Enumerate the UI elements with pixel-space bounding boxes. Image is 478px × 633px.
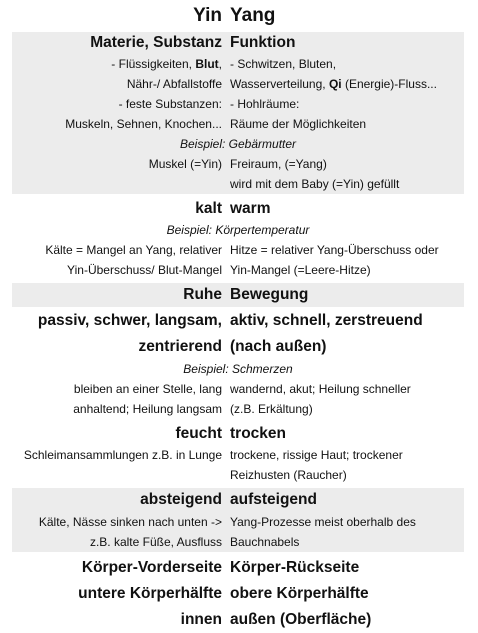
materie-r1-left-c: ,	[218, 57, 222, 71]
body-pair-right: obere Körperhälfte	[230, 585, 369, 602]
body-pair-left: innen	[180, 611, 222, 628]
kalt-row-1	[12, 240, 464, 260]
materie-row-1	[12, 54, 464, 74]
materie-r1-right: - Schwitzen, Bluten,	[230, 57, 337, 71]
feucht-row-1	[12, 445, 464, 465]
materie-r1-left	[12, 54, 230, 74]
materie-r2-right-qi: Qi	[328, 77, 342, 91]
absteigend-row-1	[12, 512, 464, 532]
title-yin: Yin	[193, 5, 222, 26]
ruhe-example: Beispiel: Schmerzen	[183, 362, 293, 376]
materie-example-row	[12, 134, 464, 154]
ruhe-row-1	[12, 379, 464, 399]
feucht-head-left: feucht	[175, 425, 222, 442]
body-pair-right: Körper-Rückseite	[230, 559, 360, 576]
absteigend-r1-right: Yang-Prozesse meist oberhalb des	[230, 515, 416, 529]
kalt-row-2	[12, 260, 464, 280]
ruhe-r2-left: anhaltend; Heilung langsam	[73, 402, 222, 416]
ruhe-head-left: Ruhe	[183, 286, 222, 303]
ruhe-r1-left: bleiben an einer Stelle, lang	[73, 382, 222, 396]
materie-head-left: Materie, Substanz	[90, 34, 222, 51]
ruhe-h3-left: zentrierend	[138, 338, 222, 355]
kalt-r2-right: Yin-Mangel (=Leere-Hitze)	[230, 263, 371, 277]
materie-r1-left-a: - Flüssigkeiten,	[111, 57, 196, 71]
feucht-r1-left: Schleimansammlungen z.B. in Lunge	[23, 448, 222, 462]
materie-example-text: Gebärmutter	[228, 137, 297, 151]
materie-r2-right-a: Wasserverteilung,	[230, 77, 329, 91]
body-pair-row	[12, 581, 464, 607]
yin-yang-table	[12, 0, 464, 633]
kalt-head-row	[12, 198, 464, 220]
ruhe-head-right: Bewegung	[230, 286, 309, 303]
kalt-r1-right: Hitze = relativer Yang-Überschuss oder	[230, 243, 439, 257]
materie-head-right: Funktion	[230, 34, 296, 51]
ruhe-head-row	[12, 283, 464, 307]
body-pair-right: außen (Oberfläche)	[230, 611, 372, 628]
materie-r4-right: Räume der Möglichkeiten	[230, 117, 367, 131]
kalt-example-row	[12, 220, 464, 240]
feucht-r1-right: trockene, rissige Haut; trockener	[230, 448, 403, 462]
body-pair-left: untere Körperhälfte	[78, 585, 222, 602]
materie-r5-right: Freiraum, (=Yang)	[230, 157, 327, 171]
materie-row-2	[12, 74, 464, 94]
absteigend-head-right: aufsteigend	[230, 491, 317, 508]
feucht-row-2	[12, 465, 464, 485]
ruhe-r1-right: wandernd, akut; Heilung schneller	[230, 382, 411, 396]
kalt-example: Beispiel: Körpertemperatur	[166, 223, 310, 237]
ruhe-row-2	[12, 399, 464, 419]
ruhe-h2-right: aktiv, schnell, zerstreuend	[230, 312, 423, 329]
kalt-r1-left: Kälte = Mangel an Yang, relativer	[45, 243, 222, 257]
materie-r2-right-c: (Energie)-Fluss...	[341, 77, 437, 91]
materie-row-6	[12, 174, 464, 194]
absteigend-row-2	[12, 532, 464, 552]
body-pair-row	[12, 607, 464, 633]
materie-head-row	[12, 32, 464, 54]
materie-row-4	[12, 114, 464, 134]
feucht-head-row	[12, 422, 464, 445]
kalt-head-right: warm	[230, 200, 271, 217]
ruhe-head3-row	[12, 334, 464, 359]
body-pair-left: Körper-Vorderseite	[81, 559, 222, 576]
absteigend-r2-left: z.B. kalte Füße, Ausfluss	[89, 535, 222, 549]
materie-r6-right: wird mit dem Baby (=Yin) gefüllt	[230, 177, 400, 191]
materie-row-3	[12, 94, 464, 114]
kalt-r2-left: Yin-Überschuss/ Blut-Mangel	[67, 263, 222, 277]
title-row	[12, 0, 464, 32]
materie-r3-left: - feste Substanzen:	[118, 97, 222, 111]
absteigend-r2-right: Bauchnabels	[230, 535, 300, 549]
ruhe-h3-right: (nach außen)	[230, 338, 327, 355]
materie-r3-right: - Hohlräume:	[230, 97, 300, 111]
materie-example-prefix: Beispiel:	[179, 137, 229, 151]
title-yang: Yang	[230, 5, 276, 26]
materie-r1-left-blut: Blut	[195, 57, 219, 71]
materie-r4-left: Muskeln, Sehnen, Knochen...	[65, 117, 222, 131]
materie-example	[12, 134, 464, 154]
body-pair-row	[12, 555, 464, 581]
materie-row-5	[12, 154, 464, 174]
ruhe-head2-row	[12, 307, 464, 334]
kalt-head-left: kalt	[195, 200, 222, 217]
feucht-head-right: trocken	[230, 425, 286, 442]
absteigend-head-left: absteigend	[140, 491, 222, 508]
ruhe-example-row	[12, 359, 464, 379]
materie-r2-left: Nähr-/ Abfallstoffe	[126, 77, 222, 91]
absteigend-r1-left: Kälte, Nässe sinken nach unten ->	[38, 515, 222, 529]
absteigend-head-row	[12, 488, 464, 512]
materie-r2-right	[230, 74, 464, 94]
feucht-r2-right: Reizhusten (Raucher)	[230, 468, 347, 482]
ruhe-r2-right: (z.B. Erkältung)	[230, 402, 313, 416]
ruhe-h2-left: passiv, schwer, langsam,	[37, 312, 222, 329]
materie-r5-left: Muskel (=Yin)	[148, 157, 222, 171]
